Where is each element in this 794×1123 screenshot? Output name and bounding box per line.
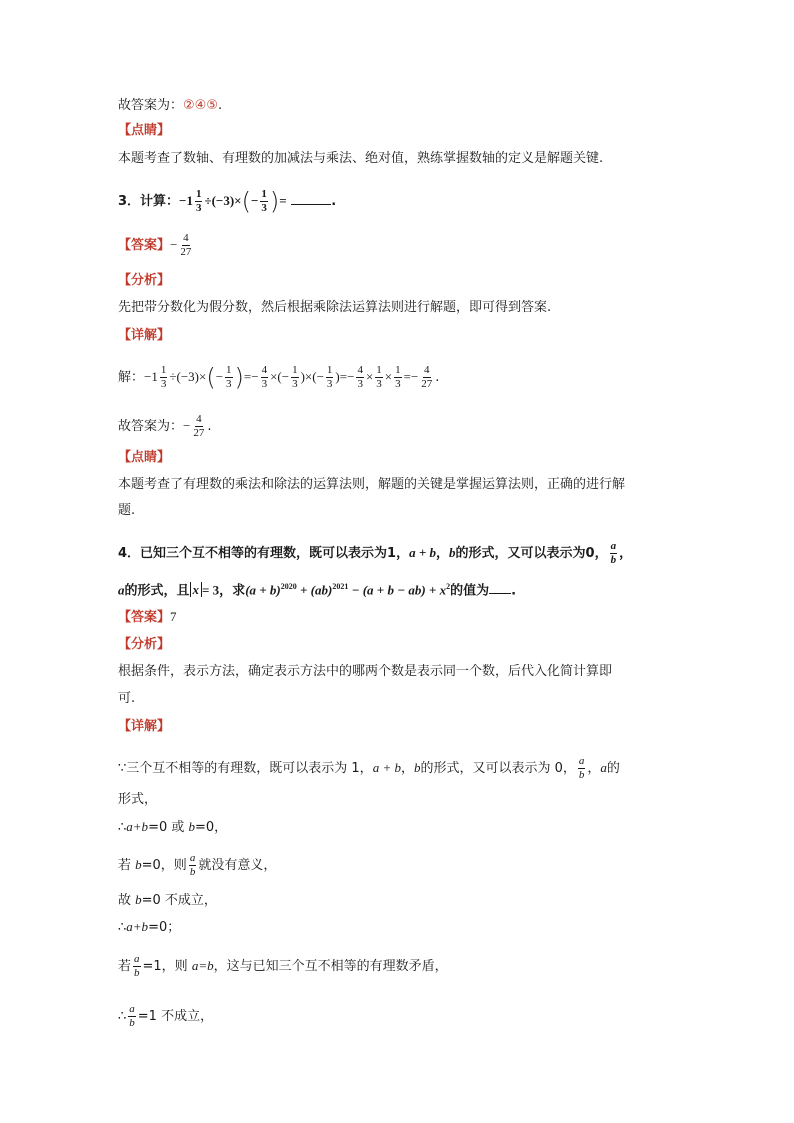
answer-label: 故答案为：	[118, 419, 184, 434]
numerator: 4	[183, 232, 189, 244]
question-text: 的值为	[450, 583, 490, 599]
detail-line-6	[118, 918, 180, 937]
fraction	[578, 755, 586, 782]
detail-line-4	[118, 852, 276, 879]
denominator: 3	[292, 378, 298, 390]
math-expr: b	[135, 892, 142, 907]
fenxi-text-4a: 根据条件，表示方法，确定表示方法中的哪两个数是表示同一个数，后代入化简计算即	[118, 664, 613, 679]
denominator: 27	[193, 427, 205, 439]
math-expr: b	[188, 819, 195, 834]
fraction	[133, 953, 141, 980]
solution-3	[118, 364, 439, 391]
math-expr: (a + b)	[245, 582, 281, 598]
question-text: 的形式，且	[124, 583, 190, 599]
fraction	[356, 364, 364, 391]
math-expr: + (ab)	[296, 582, 333, 598]
numerator: a	[189, 852, 196, 864]
expr-part: =−	[403, 369, 419, 384]
question-text: = 3，求	[202, 582, 246, 598]
detail-text: =0 不成立，	[141, 893, 217, 908]
period: .	[511, 583, 517, 599]
superscript: 2020	[280, 582, 297, 591]
dianjing-tag-prev: 【点睛】	[118, 123, 171, 138]
fraction	[326, 364, 334, 391]
denominator: 3	[226, 378, 232, 390]
question-text: 4．已知三个互不相等的有理数，既可以表示为1，	[118, 546, 410, 561]
numerator: 4	[196, 413, 202, 425]
question-4-line2	[118, 578, 516, 600]
solution-lead: 解：	[118, 370, 145, 385]
math-expr: a+b	[126, 819, 149, 834]
denominator: 3	[376, 378, 382, 390]
detail-text: ∵三个互不相等的有理数，既可以表示为 1，	[118, 761, 373, 776]
detail-text: ，这与已知三个互不相等的有理数矛盾，	[213, 959, 448, 974]
abs-value: x	[190, 582, 203, 597]
math-expr: a + b	[409, 545, 437, 560]
math-expr: b	[135, 857, 142, 872]
question-number: 3．计算：	[118, 194, 180, 209]
superscript: 2	[446, 582, 451, 591]
denominator: b	[578, 769, 585, 781]
numerator: 1	[195, 188, 202, 200]
expr-part: ÷(−3)×	[204, 193, 242, 208]
expr-part: =	[279, 193, 287, 208]
expr-part: =−	[339, 369, 355, 384]
detail-text: =0 或	[148, 820, 189, 835]
fraction	[375, 364, 383, 391]
numerator: 1	[376, 364, 382, 376]
expr-part: )×(−	[300, 369, 324, 384]
superscript: 2021	[332, 582, 349, 591]
numerator: 4	[424, 364, 430, 376]
detail-text: =0；	[148, 920, 181, 935]
expr-part: ÷(−3)×	[169, 369, 207, 384]
numerator: 1	[326, 364, 333, 376]
question-text: ，	[619, 546, 633, 561]
detail-text: =1，则	[142, 959, 192, 974]
fenxi-text-4b: 可.	[118, 691, 136, 706]
dianjing-text-3b: 题.	[118, 503, 136, 518]
expr-part: −1	[144, 369, 158, 384]
answer-4	[118, 608, 177, 627]
expr-part: −1	[179, 193, 193, 208]
detail-text: 故	[118, 893, 136, 908]
denominator: b	[189, 866, 196, 878]
answer-restate-3	[118, 413, 212, 440]
fraction	[260, 188, 268, 215]
fraction	[128, 1003, 136, 1030]
fraction	[610, 540, 618, 567]
question-text: 的形式，又可以表示为0，	[455, 546, 608, 561]
denominator: 3	[261, 378, 268, 390]
period: .	[207, 419, 212, 434]
denominator: 27	[180, 246, 192, 258]
numerator: 1	[261, 188, 267, 200]
detail-text: ，	[587, 761, 601, 776]
question-3	[118, 188, 336, 215]
expr-part: −	[183, 418, 191, 433]
expr-part: ×	[384, 369, 393, 384]
answer-label: 故答案为：	[118, 98, 184, 113]
answer-blank[interactable]	[489, 581, 511, 594]
answer-3	[118, 232, 194, 259]
numerator: 4	[357, 364, 363, 376]
detail-text: =1 不成立，	[137, 1009, 214, 1024]
expr-part: −	[250, 193, 259, 208]
answer-line-prev	[118, 97, 222, 115]
dianjing-text-prev: 本题考查了数轴、有理数的加减法与乘法、绝对值，熟练掌握数轴的定义是解题关键.	[118, 151, 604, 166]
detail-text: 就没有意义，	[198, 858, 277, 873]
detail-text: =0，	[195, 820, 228, 835]
period: .	[331, 194, 337, 209]
fraction	[179, 232, 192, 259]
answer-tag: 【答案】	[118, 610, 171, 625]
detail-line-1	[118, 755, 620, 782]
numerator: a	[610, 540, 617, 552]
numerator: a	[129, 1003, 135, 1015]
denominator: 27	[421, 378, 433, 390]
math-expr: b	[413, 760, 421, 775]
detail-text: 的形式，又可以表示为 0，	[420, 761, 576, 776]
numerator: 1	[226, 364, 232, 376]
detail-line-7	[118, 953, 448, 980]
math-expr: a	[600, 760, 607, 775]
denominator: b	[610, 554, 617, 566]
fraction	[261, 364, 269, 391]
denominator: 3	[395, 378, 401, 390]
math-expr: a+b	[126, 919, 149, 934]
denominator: b	[134, 967, 140, 979]
expr-part: −	[170, 237, 178, 252]
detail-text: ∴	[118, 920, 127, 935]
expr-part: =−	[243, 369, 259, 384]
denominator: 3	[357, 378, 363, 390]
fenxi-tag-3: 【分析】	[118, 273, 171, 288]
fraction	[195, 188, 203, 215]
detail-text: 若	[118, 959, 132, 974]
fraction	[189, 852, 197, 879]
fraction	[225, 364, 233, 391]
denominator: b	[129, 1017, 135, 1029]
expr-part: )	[335, 369, 340, 384]
fraction	[394, 364, 402, 391]
detail-text: ∴	[118, 820, 127, 835]
fraction	[420, 364, 433, 391]
detail-text: 若	[118, 858, 136, 873]
period: .	[435, 370, 440, 385]
detail-text: 的	[606, 761, 620, 776]
answer-value: ②④⑤	[183, 98, 218, 113]
dianjing-text-3a: 本题考查了有理数的乘法和除法的运算法则，解题的关键是掌握运算法则，正确的进行解	[118, 477, 626, 492]
math-expr: b	[449, 545, 456, 560]
fraction	[291, 364, 299, 391]
paren: )	[234, 363, 244, 392]
numerator: a	[134, 953, 140, 965]
numerator: 1	[160, 364, 167, 376]
question-4-line1	[118, 540, 632, 567]
numerator: 1	[292, 364, 298, 376]
period: .	[217, 98, 223, 113]
fenxi-tag-4: 【分析】	[118, 637, 171, 652]
answer-value: 7	[170, 609, 177, 624]
detail-line-3	[118, 818, 227, 837]
math-expr: a + b	[372, 760, 401, 775]
detail-text: =0，则	[141, 858, 187, 873]
expr-part: ×(−	[270, 369, 290, 384]
detail-line-8	[118, 1003, 213, 1030]
fenxi-text-3: 先把带分数化为假分数，然后根据乘除法运算法则进行解题，即可得到答案.	[118, 300, 552, 315]
expr-part: −	[215, 369, 224, 384]
numerator: 4	[261, 364, 268, 376]
answer-tag: 【答案】	[118, 238, 171, 253]
detail-text: ，	[400, 761, 414, 776]
fraction	[192, 413, 205, 440]
numerator: 1	[395, 364, 401, 376]
denominator: 3	[195, 202, 202, 214]
question-text: ，	[436, 546, 450, 561]
xiangjie-tag-3: 【详解】	[118, 328, 171, 343]
paren: )	[269, 187, 280, 216]
paren: (	[206, 363, 216, 392]
dianjing-tag-3: 【点睛】	[118, 450, 171, 465]
detail-line-5	[118, 891, 217, 910]
numerator: a	[578, 755, 585, 767]
denominator: 3	[326, 378, 333, 390]
answer-blank[interactable]	[291, 192, 331, 205]
detail-text: ∴	[118, 1009, 127, 1024]
math-expr: a=b	[191, 958, 214, 973]
paren: (	[241, 187, 251, 216]
expr-part: ×	[365, 369, 374, 384]
denominator: 3	[160, 378, 167, 390]
detail-line-2: 形式，	[118, 792, 158, 807]
xiangjie-tag-4: 【详解】	[118, 719, 171, 734]
math-expr: a	[118, 582, 125, 598]
denominator: 3	[261, 202, 267, 214]
math-expr: − (a + b − ab) + x	[348, 582, 447, 598]
fraction	[160, 364, 168, 391]
